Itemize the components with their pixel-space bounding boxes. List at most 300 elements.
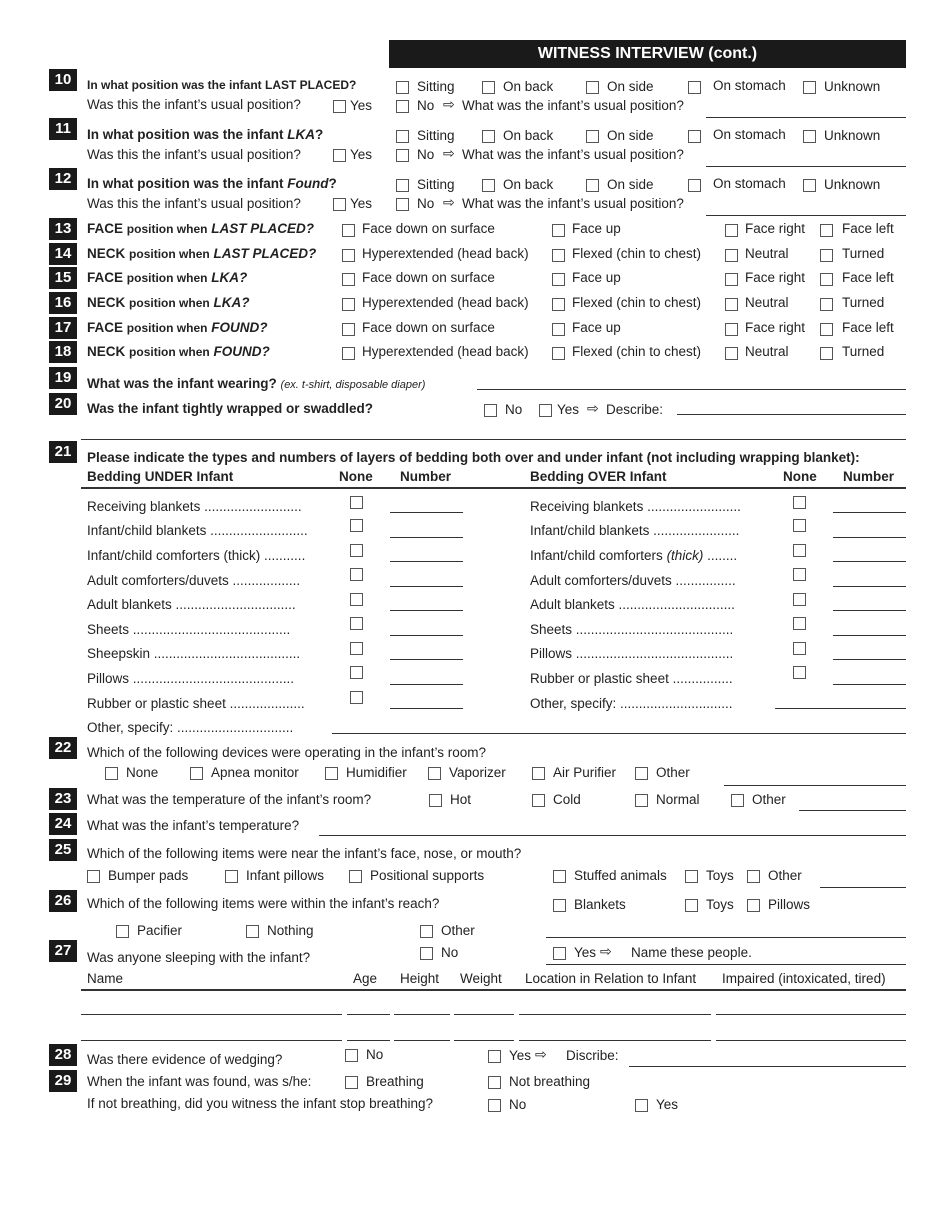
question-number: 23 [49, 788, 77, 810]
number-input-line[interactable] [833, 635, 906, 636]
none-checkbox[interactable] [793, 519, 806, 532]
none-checkbox[interactable] [793, 568, 806, 581]
number-input-line[interactable] [390, 610, 463, 611]
option-label: Other [441, 923, 475, 938]
number-input-line[interactable] [833, 586, 906, 587]
none-checkbox[interactable] [350, 544, 363, 557]
none-column-heading: None [783, 469, 817, 484]
option-label: No [366, 1047, 384, 1062]
device-none-checkbox[interactable] [105, 767, 118, 780]
none-checkbox[interactable] [793, 617, 806, 630]
option-label: Face down on surface [362, 320, 495, 335]
option-label: Unknown [824, 128, 881, 143]
question-text: Was the infant tightly wrapped or swaddled? [87, 401, 374, 416]
bedding-over-item: Rubber or plastic sheet ................ [530, 671, 733, 686]
question-number: 10 [49, 69, 77, 91]
option-label: Face right [745, 270, 806, 285]
option-label: Yes [656, 1097, 679, 1112]
number-input-line[interactable] [833, 659, 906, 660]
question-text: Was there evidence of wedging? [87, 1052, 283, 1067]
option-label: Yes [574, 945, 597, 960]
usual-position-question: Was this the infant’s usual position? [87, 196, 301, 211]
none-checkbox[interactable] [350, 593, 363, 606]
bedding-over-item: Receiving blankets ......................... [530, 499, 741, 514]
none-checkbox[interactable] [793, 666, 806, 679]
option-label: Yes [350, 98, 373, 113]
cosleep-divider [546, 964, 906, 965]
usual-position-question: Was this the infant’s usual position? [87, 147, 301, 162]
face-left-checkbox[interactable] [820, 323, 833, 336]
question-number: 27 [49, 940, 77, 962]
humidifier-checkbox[interactable] [325, 767, 338, 780]
bedding-under-item: Adult blankets ................................ [87, 597, 296, 612]
face-up-checkbox[interactable] [552, 273, 565, 286]
number-input-line[interactable] [390, 659, 463, 660]
col-weight-header: Weight [460, 971, 502, 986]
on-side-checkbox[interactable] [586, 179, 599, 192]
reach-other-checkbox[interactable] [420, 925, 433, 938]
option-label: Neutral [745, 246, 789, 261]
vaporizer-checkbox[interactable] [428, 767, 441, 780]
face-left-checkbox[interactable] [820, 224, 833, 237]
option-label: Face up [572, 221, 621, 236]
hyperextended-checkbox[interactable] [342, 249, 355, 262]
bedding-over-item: Adult blankets ............................... [530, 597, 735, 612]
question-text: In what position was the infant LAST PLACED? [87, 78, 357, 92]
swaddled-no-checkbox[interactable] [484, 404, 497, 417]
option-label: Blankets [574, 897, 626, 912]
neutral-checkbox[interactable] [725, 298, 738, 311]
impaired-cell-line[interactable] [716, 1040, 906, 1041]
question-number: 17 [49, 317, 77, 339]
face-right-checkbox[interactable] [725, 273, 738, 286]
witness-no-checkbox[interactable] [488, 1099, 501, 1112]
option-label: Face right [745, 320, 806, 335]
question-text: In what position was the infant Found? [87, 176, 337, 191]
stuffed-animals-checkbox[interactable] [553, 870, 566, 883]
toys-checkbox[interactable] [685, 870, 698, 883]
nothing-checkbox[interactable] [246, 925, 259, 938]
arrow-right-icon: ⇨ [535, 1046, 547, 1062]
face-up-checkbox[interactable] [552, 323, 565, 336]
none-checkbox[interactable] [350, 691, 363, 704]
usual-no-checkbox[interactable] [396, 198, 409, 211]
bedding-under-item: Sheepskin ....................................... [87, 646, 301, 661]
height-cell-line[interactable] [394, 1040, 450, 1041]
option-label: Face down on surface [362, 221, 495, 236]
bumper-pads-checkbox[interactable] [87, 870, 100, 883]
name-cell-line[interactable] [81, 1040, 342, 1041]
option-label: Hyperextended (head back) [362, 295, 529, 310]
number-column-heading: Number [843, 469, 895, 484]
option-label: Face up [572, 270, 621, 285]
temp-normal-checkbox[interactable] [635, 794, 648, 807]
none-checkbox[interactable] [350, 568, 363, 581]
age-cell-line[interactable] [347, 1014, 390, 1015]
option-label: On back [503, 79, 554, 94]
section-header: WITNESS INTERVIEW (cont.) [389, 40, 906, 68]
face-up-checkbox[interactable] [552, 224, 565, 237]
face-down-checkbox[interactable] [342, 323, 355, 336]
col-location-header: Location in Relation to Infant [525, 971, 697, 986]
number-input-line[interactable] [390, 684, 463, 685]
face-down-checkbox[interactable] [342, 273, 355, 286]
option-label: Flexed (chin to chest) [572, 295, 702, 310]
hyperextended-checkbox[interactable] [342, 298, 355, 311]
on-side-checkbox[interactable] [586, 81, 599, 94]
bedding-over-item: Sheets .......................................... [530, 622, 734, 637]
col-name-header: Name [87, 971, 124, 986]
followup-question: What was the infant’s usual position? [462, 98, 684, 113]
option-label: Turned [842, 295, 885, 310]
question-text: When the infant was found, was s/he: [87, 1074, 312, 1089]
cosleep-yes-checkbox[interactable] [553, 947, 566, 960]
name-people-label: Name these people. [631, 945, 752, 960]
hyperextended-checkbox[interactable] [342, 347, 355, 360]
question-text: Which of the following items were near the infant’s face, nose, or mouth? [87, 846, 522, 861]
option-label: No [417, 147, 435, 162]
question-number: 11 [49, 118, 77, 140]
option-label: Yes [350, 196, 373, 211]
turned-checkbox[interactable] [820, 298, 833, 311]
temp-other-checkbox[interactable] [731, 794, 744, 807]
option-label: None [126, 765, 159, 780]
none-checkbox[interactable] [350, 496, 363, 509]
flexed-checkbox[interactable] [552, 249, 565, 262]
option-label: Not breathing [509, 1074, 591, 1089]
option-label: Yes [509, 1048, 532, 1063]
on-stomach-checkbox[interactable] [688, 81, 701, 94]
option-label: Unknown [824, 79, 881, 94]
none-checkbox[interactable] [350, 642, 363, 655]
option-label: Turned [842, 344, 885, 359]
none-column-heading: None [339, 469, 373, 484]
question-text: FACE position when FOUND? [87, 320, 268, 335]
question-number: 24 [49, 813, 77, 835]
unknown-checkbox[interactable] [803, 130, 816, 143]
option-label: Infant pillows [246, 868, 325, 883]
bedding-over-item: Infant/child blankets ....................... [530, 523, 740, 538]
wedging-describe-line[interactable] [629, 1066, 906, 1067]
device-other-checkbox[interactable] [635, 767, 648, 780]
bedding-under-item: Infant/child blankets .......................... [87, 523, 308, 538]
number-input-line[interactable] [390, 635, 463, 636]
pillows-checkbox[interactable] [747, 899, 760, 912]
option-label: Bumper pads [108, 868, 189, 883]
usual-no-checkbox[interactable] [396, 100, 409, 113]
arrow-right-icon: ⇨ [587, 400, 599, 416]
wedging-yes-checkbox[interactable] [488, 1050, 501, 1063]
flexed-checkbox[interactable] [552, 347, 565, 360]
air-purifier-checkbox[interactable] [532, 767, 545, 780]
question-text: In what position was the infant LKA? [87, 127, 324, 142]
age-cell-line[interactable] [347, 1040, 390, 1041]
number-input-line[interactable] [833, 561, 906, 562]
option-label: On stomach [713, 78, 786, 93]
question-number: 25 [49, 839, 77, 861]
col-height-header: Height [400, 971, 440, 986]
option-label: Face left [842, 320, 894, 335]
question-text: Which of the following devices were operating in the infant’s room? [87, 745, 486, 760]
question-number: 22 [49, 737, 77, 759]
table-header-rule [81, 989, 906, 991]
option-label: Neutral [745, 344, 789, 359]
question-text: Please indicate the types and numbers of layers of bedding both over and under infant (not including wrapping blanket): [87, 450, 860, 465]
option-label: Stuffed animals [574, 868, 667, 883]
device-other-line[interactable] [724, 785, 906, 786]
option-label: No [509, 1097, 527, 1112]
option-label: Other [752, 792, 786, 807]
question-number: 21 [49, 441, 77, 463]
bedding-under-item: Infant/child comforters (thick) ........... [87, 548, 306, 563]
none-checkbox[interactable] [350, 617, 363, 630]
option-label: No [417, 196, 435, 211]
unknown-checkbox[interactable] [803, 81, 816, 94]
neutral-checkbox[interactable] [725, 347, 738, 360]
usual-position-question: Was this the infant’s usual position? [87, 97, 301, 112]
option-label: Face left [842, 270, 894, 285]
bedding-over-item: Adult comforters/duvets ................ [530, 573, 736, 588]
face-down-checkbox[interactable] [342, 224, 355, 237]
option-label: Hyperextended (head back) [362, 246, 529, 261]
bedding-under-other: Other, specify: ............................... [87, 720, 294, 735]
section-divider [81, 439, 906, 440]
items-other-checkbox[interactable] [747, 870, 760, 883]
on-stomach-checkbox[interactable] [688, 130, 701, 143]
positional-supports-checkbox[interactable] [349, 870, 362, 883]
question-text: Was anyone sleeping with the infant? [87, 950, 311, 965]
option-label: Toys [706, 897, 734, 912]
option-label: Other [768, 868, 802, 883]
bedding-over-heading: Bedding OVER Infant [530, 469, 667, 484]
other-specify-line[interactable] [775, 708, 906, 709]
question-text: What was the infant’s temperature? [87, 818, 300, 833]
height-cell-line[interactable] [394, 1014, 450, 1015]
option-label: Pillows [768, 897, 811, 912]
option-label: Hyperextended (head back) [362, 344, 529, 359]
on-back-checkbox[interactable] [482, 130, 495, 143]
question-text: Which of the following items were within the infant’s reach? [87, 896, 440, 911]
bedding-over-item: Infant/child comforters (thick) ........ [530, 548, 738, 563]
number-input-line[interactable] [390, 561, 463, 562]
option-label: Face up [572, 320, 621, 335]
turned-checkbox[interactable] [820, 347, 833, 360]
question-number: 26 [49, 890, 77, 912]
option-label: Humidifier [346, 765, 407, 780]
option-label: Yes [350, 147, 373, 162]
none-checkbox[interactable] [350, 666, 363, 679]
question-text: NECK position when LAST PLACED? [87, 246, 317, 261]
usual-position-answer-line[interactable] [706, 166, 906, 167]
arrow-right-icon: ⇨ [443, 96, 455, 112]
none-checkbox[interactable] [793, 593, 806, 606]
pacifier-checkbox[interactable] [116, 925, 129, 938]
option-label: Flexed (chin to chest) [572, 344, 702, 359]
option-label: Normal [656, 792, 700, 807]
none-checkbox[interactable] [793, 544, 806, 557]
number-input-line[interactable] [390, 586, 463, 587]
wearing-answer-line[interactable] [477, 389, 906, 390]
on-back-checkbox[interactable] [482, 179, 495, 192]
none-checkbox[interactable] [793, 642, 806, 655]
option-label: Sitting [417, 128, 455, 143]
col-impaired-header: Impaired (intoxicated, tired) [722, 971, 886, 986]
usual-yes-checkbox[interactable] [333, 198, 346, 211]
arrow-right-icon: ⇨ [600, 943, 612, 959]
option-label: Other [656, 765, 690, 780]
neutral-checkbox[interactable] [725, 249, 738, 262]
col-age-header: Age [353, 971, 378, 986]
name-cell-line[interactable] [81, 1014, 342, 1015]
on-back-checkbox[interactable] [482, 81, 495, 94]
option-label: Face left [842, 221, 894, 236]
number-input-line[interactable] [833, 512, 906, 513]
weight-cell-line[interactable] [454, 1040, 514, 1041]
option-label: Toys [706, 868, 734, 883]
option-label: Cold [553, 792, 581, 807]
wedging-no-checkbox[interactable] [345, 1049, 358, 1062]
bedding-under-item: Receiving blankets .......................... [87, 499, 302, 514]
option-label: Face right [745, 221, 806, 236]
followup-question: What was the infant’s usual position? [462, 147, 684, 162]
other-specify-line[interactable] [332, 733, 906, 734]
option-label: Neutral [745, 295, 789, 310]
sitting-checkbox[interactable] [396, 130, 409, 143]
usual-yes-checkbox[interactable] [333, 100, 346, 113]
option-label: Turned [842, 246, 885, 261]
option-label: Unknown [824, 177, 881, 192]
blankets-checkbox[interactable] [553, 899, 566, 912]
describe-answer-line[interactable] [677, 414, 906, 415]
question-text: FACE position when LKA? [87, 270, 248, 285]
question-number: 20 [49, 393, 77, 415]
number-input-line[interactable] [833, 537, 906, 538]
infant-temperature-line[interactable] [319, 835, 906, 836]
face-left-checkbox[interactable] [820, 273, 833, 286]
usual-yes-checkbox[interactable] [333, 149, 346, 162]
location-cell-line[interactable] [519, 1014, 711, 1015]
reach-toys-checkbox[interactable] [685, 899, 698, 912]
face-right-checkbox[interactable] [725, 323, 738, 336]
sitting-checkbox[interactable] [396, 179, 409, 192]
question-text: What was the temperature of the infant’s room? [87, 792, 372, 807]
bedding-under-item: Sheets .......................................... [87, 622, 291, 637]
table-header-rule [81, 487, 906, 489]
unknown-checkbox[interactable] [803, 179, 816, 192]
option-label: On stomach [713, 176, 786, 191]
option-label: No [505, 402, 523, 417]
arrow-right-icon: ⇨ [443, 194, 455, 210]
reach-other-line[interactable] [546, 937, 906, 938]
option-label: Nothing [267, 923, 314, 938]
describe-label: Discribe: [566, 1048, 619, 1063]
none-checkbox[interactable] [350, 519, 363, 532]
bedding-over-item: Pillows .......................................... [530, 646, 734, 661]
turned-checkbox[interactable] [820, 249, 833, 262]
location-cell-line[interactable] [519, 1040, 711, 1041]
bedding-under-item: Adult comforters/duvets .................. [87, 573, 301, 588]
option-label: No [441, 945, 459, 960]
temp-cold-checkbox[interactable] [532, 794, 545, 807]
option-label: On back [503, 177, 554, 192]
witness-yes-checkbox[interactable] [635, 1099, 648, 1112]
usual-position-answer-line[interactable] [706, 117, 906, 118]
flexed-checkbox[interactable] [552, 298, 565, 311]
on-side-checkbox[interactable] [586, 130, 599, 143]
number-input-line[interactable] [390, 537, 463, 538]
option-label: On side [607, 79, 654, 94]
breathing-checkbox[interactable] [345, 1076, 358, 1089]
temp-hot-checkbox[interactable] [429, 794, 442, 807]
question-number: 13 [49, 218, 77, 240]
question-number: 19 [49, 367, 77, 389]
arrow-right-icon: ⇨ [443, 145, 455, 161]
followup-question: What was the infant’s usual position? [462, 196, 684, 211]
question-number: 15 [49, 267, 77, 289]
bedding-under-item: Pillows ........................................... [87, 671, 295, 686]
option-label: Apnea monitor [211, 765, 299, 780]
option-label: Face down on surface [362, 270, 495, 285]
temp-other-line[interactable] [799, 810, 906, 811]
number-input-line[interactable] [390, 512, 463, 513]
option-label: On side [607, 128, 654, 143]
impaired-cell-line[interactable] [716, 1014, 906, 1015]
question-number: 16 [49, 292, 77, 314]
number-input-line[interactable] [833, 684, 906, 685]
weight-cell-line[interactable] [454, 1014, 514, 1015]
swaddled-yes-checkbox[interactable] [539, 404, 552, 417]
question-number: 29 [49, 1070, 77, 1092]
option-label: Positional supports [370, 868, 485, 883]
face-right-checkbox[interactable] [725, 224, 738, 237]
usual-position-answer-line[interactable] [706, 215, 906, 216]
question-text: FACE position when LAST PLACED? [87, 221, 314, 236]
question-text: NECK position when FOUND? [87, 344, 270, 359]
question-number: 12 [49, 168, 77, 190]
number-column-heading: Number [400, 469, 452, 484]
followup-question: If not breathing, did you witness the infant stop breathing? [87, 1096, 433, 1111]
on-stomach-checkbox[interactable] [688, 179, 701, 192]
usual-no-checkbox[interactable] [396, 149, 409, 162]
bedding-under-heading: Bedding UNDER Infant [87, 469, 234, 484]
number-input-line[interactable] [833, 610, 906, 611]
question-text: What was the infant wearing? (ex. t-shirt, disposable diaper) [87, 376, 426, 391]
option-label: On side [607, 177, 654, 192]
option-label: No [417, 98, 435, 113]
not-breathing-checkbox[interactable] [488, 1076, 501, 1089]
sitting-checkbox[interactable] [396, 81, 409, 94]
question-number: 14 [49, 243, 77, 265]
cosleep-no-checkbox[interactable] [420, 947, 433, 960]
bedding-over-other: Other, specify: .............................. [530, 696, 733, 711]
option-label: Air Purifier [553, 765, 617, 780]
option-label: Pacifier [137, 923, 183, 938]
question-number: 18 [49, 341, 77, 363]
option-label: Sitting [417, 177, 455, 192]
option-label: Yes [557, 402, 580, 417]
apnea-monitor-checkbox[interactable] [190, 767, 203, 780]
infant-pillows-checkbox[interactable] [225, 870, 238, 883]
option-label: Vaporizer [449, 765, 506, 780]
question-text: NECK position when LKA? [87, 295, 250, 310]
number-input-line[interactable] [390, 708, 463, 709]
bedding-under-item: Rubber or plastic sheet .................... [87, 696, 305, 711]
describe-label: Describe: [606, 402, 664, 417]
question-number: 28 [49, 1044, 77, 1066]
none-checkbox[interactable] [793, 496, 806, 509]
items-other-line[interactable] [820, 887, 906, 888]
option-label: Sitting [417, 79, 455, 94]
